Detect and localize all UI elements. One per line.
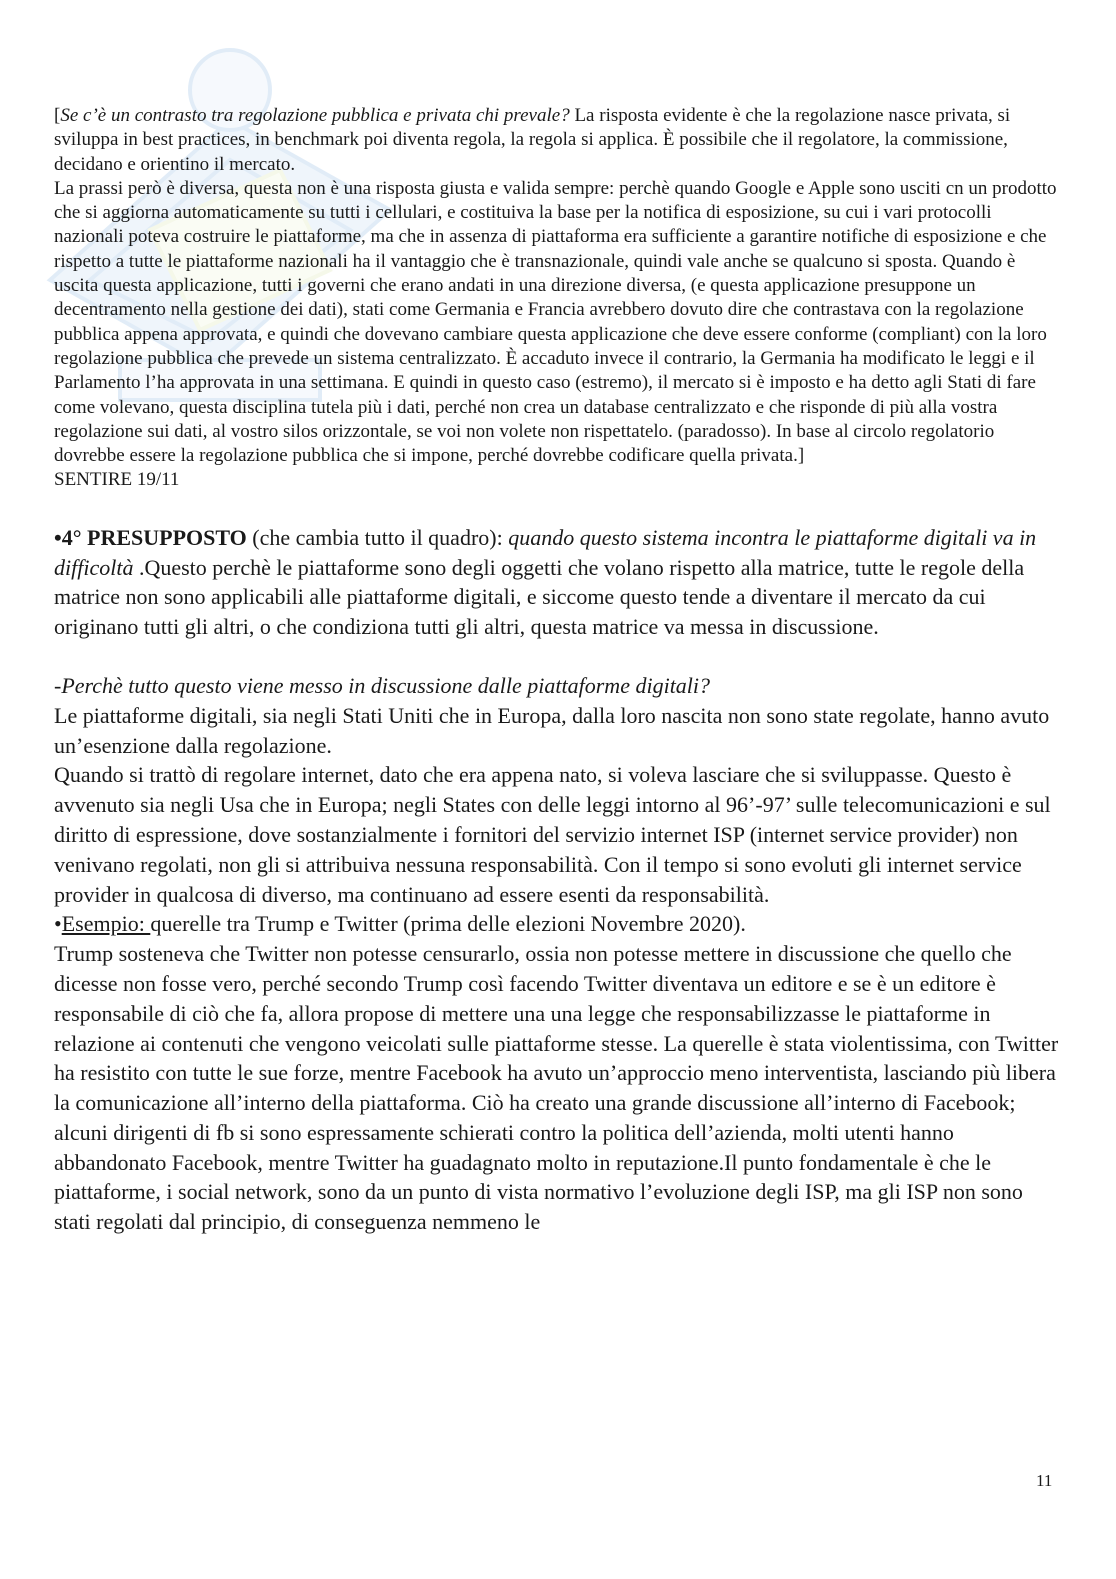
section-heading-note: (che cambia tutto il quadro): — [246, 524, 509, 550]
contrast-answer: La risposta evidente è che la regolazione nasce privata, si sviluppa in best practices, in benchmark poi diventa regola, la regola si applica. È possibile che il regolatore, la commissione, decidano e orientino il mercato. — [54, 105, 1011, 175]
example-text: querelle tra Trump e Twitter (prima delle elezioni Novembre 2020). — [150, 911, 746, 937]
page-content — [54, 104, 1064, 1237]
bracket-paragraph-1 — [54, 104, 1064, 177]
section-claim: quando questo sistema incontra le piattaforme digitali va in difficoltà — [54, 524, 1037, 580]
example-bullet: • — [54, 911, 62, 937]
listen-note: SENTIRE 19/11 — [54, 469, 180, 491]
section-bullet: • — [54, 524, 62, 550]
section-presupposto-4 — [54, 523, 1064, 642]
main-text — [54, 523, 1064, 1237]
bracket-paragraph-2: La prassi però è diversa, questa non è una risposta giusta e valida sempre: perchè quando Google e Apple sono usciti cn un prodotto che si aggiorna automaticamente su tutti i cellulari, e costituiva la base per la notifica di esposizione, su cui i vari protocolli nazionali poteva costruire le piattaforme, ma che in assenza di piattaforma era sufficiente a garantire notifiche di esposizione e che rispetto a tutte le piattaforme nazionali ha il vantaggio che è transnazionale, quindi vale anche se qualcuno si sposta. Quando è uscita questa applicazione, tutti i governi che erano andati in una direzione diversa, (e questa applicazione presuppone un decentramento nella gestione dei dati), stati come Germania e Francia avrebbero dovuto dire che contrastava con la regolazione pubblica appena approvata, e quindi che dovevano cambiare questa applicazione che deve essere conforme (compliant) con la loro regolazione pubblica che prevede un sistema centralizzato. È accaduto invece il contrario, la Germania ha modificato le leggi e il Parlamento l’ha approvata in una settimana. E quindi in questo caso (estremo), il mercato si è imposto e ha detto agli Stati di fare come volevano, questa disciplina tutela più i dati, perché non crea un database centralizzato e che risponde di più alla vostra regolazione sui dati, al vostro silos orizzontale, se voi non volete non rispettatelo. (paradosso). In base al circolo regolatorio dovrebbe essere la regolazione pubblica che si impone, perché dovrebbe codificare quella privata.] — [54, 177, 1057, 467]
open-bracket: [ — [54, 105, 61, 126]
section-heading: 4° PRESUPPOSTO — [61, 524, 247, 550]
page-number: 11 — [1036, 1471, 1053, 1490]
contrast-question: Se c’è un contrasto tra regolazione pubblica e privata chi prevale? — [60, 105, 570, 126]
example-line — [54, 909, 1064, 939]
section-body: .Questo perchè le piattaforme sono degli oggetti che volano rispetto alla matrice, tutte le regole della matrice non sono applicabili alle piattaforme digitali, e siccome questo tende a diventare il mercato da cui originano tutti gli altri, o che condiziona tutti gli altri, questa matrice va messa in discussione. — [54, 554, 1025, 640]
example-label: Esempio: — [61, 911, 151, 937]
paragraph-exemption: Le piattaforme digitali, sia negli Stati Uniti che in Europa, dalla loro nascita non sono state regolate, hanno avuto un’esenzione dalla regolazione. — [54, 702, 1050, 758]
bracket-note-block — [54, 104, 1064, 493]
paragraph-trump-twitter: Trump sosteneva che Twitter non potesse censurarlo, ossia non potesse mettere in discussione che quello che dicesse non fosse vero, perché secondo Trump così facendo Twitter diventava un editore e se è un editore è responsabile di ciò che fa, allora propose di mettere una una legge che responsabilizzasse le piattaforme in relazione ai contenuti che vengono veicolati sulle piattaforme stesse. La querelle è stata violentissima, con Twitter ha resistito con tutte le sue forze, mentre Facebook ha avuto un’approccio meno interventista, lasciando più libera la comunicazione all’interno della piattaforma. Ciò ha creato una grande discussione all’interno di Facebook; alcuni dirigenti di fb si sono espressamente schierati contro la politica dell’azienda, molti utenti hanno abbandonato Facebook, mentre Twitter ha guadagnato molto in reputazione.Il punto fondamentale è che le piattaforme, i social network, sono da un punto di vista normativo l’evoluzione degli ISP, ma gli ISP non sono stati regolati dal principio, di conseguenza nemmeno le — [54, 941, 1059, 1235]
paragraph-internet-history: Quando si trattò di regolare internet, dato che era appena nato, si voleva lasciare che si sviluppasse. Questo è avvenuto sia negli Usa che in Europa; negli States con delle leggi intorno al 96’-97’ sulle telecomunicazioni e sul diritto di espressione, dove sostanzialmente i fornitori del servizio internet ISP (internet service provider) non venivano regolati, non gli si attribuiva nessuna responsabilità. Con il tempo si sono evoluti gli internet service provider in qualcosa di diverso, ma continuano ad essere esenti da responsabilità. — [54, 762, 1051, 907]
question-heading: -Perchè tutto questo viene messo in discussione dalle piattaforme digitali? — [54, 672, 711, 698]
